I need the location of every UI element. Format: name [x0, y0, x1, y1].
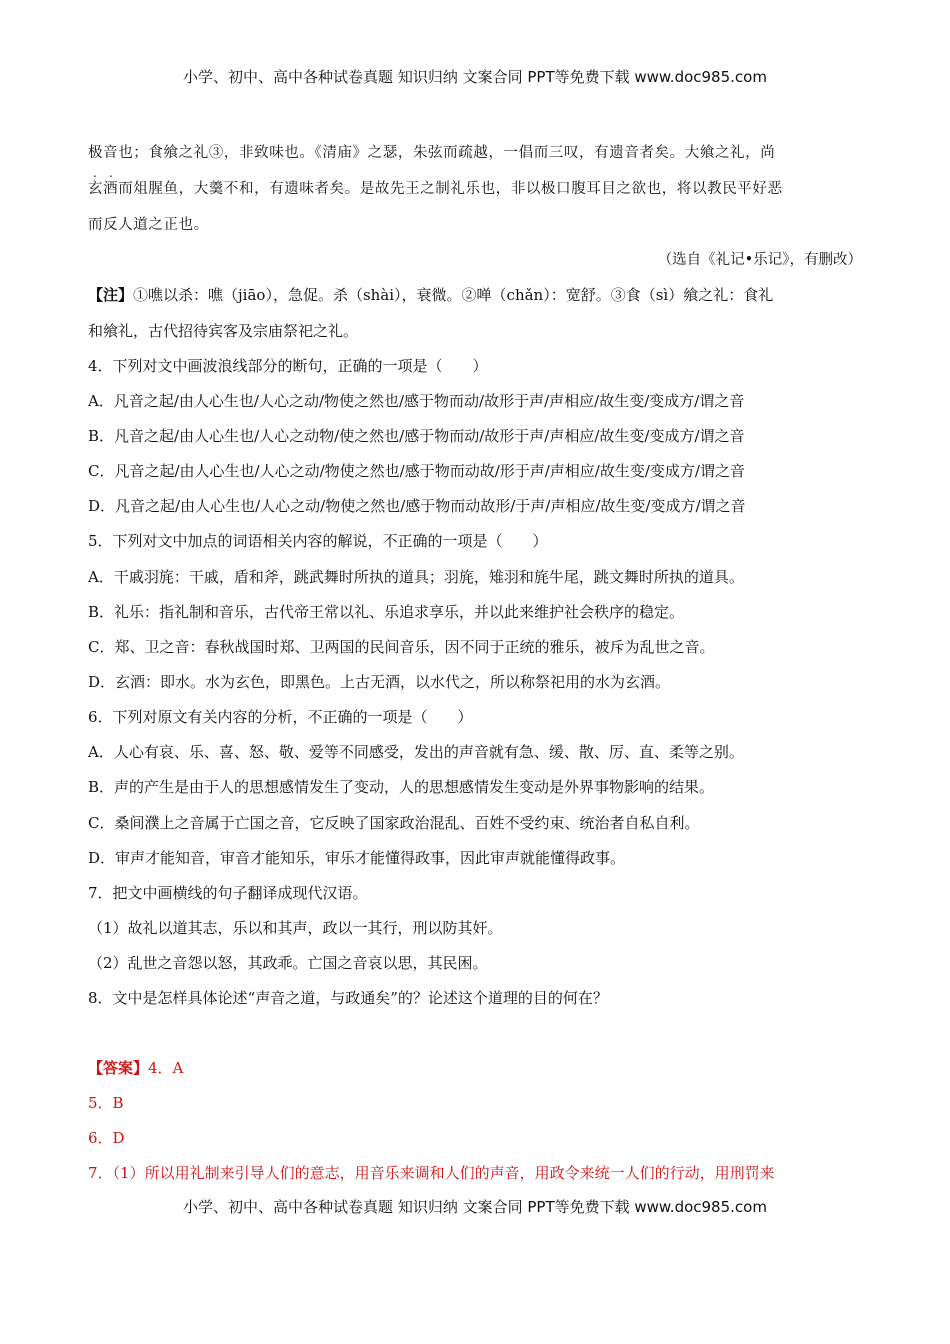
passage-line-2: 玄酒而俎腥鱼，大羹不和，有遗味者矣。是故先王之制礼乐也，非以极口腹耳目之欲也，将以教民平好恶	[88, 181, 783, 197]
question-7-part-2: （2）乱世之音怨以怒，其政乖。亡国之音哀以思，其民困。	[88, 954, 488, 972]
option-6a: A．人心有哀、乐、喜、怒、敬、爱等不同感受，发出的声音就有急、缓、散、厉、直、柔等之别。	[88, 743, 744, 761]
note-line-2: 和飨礼，古代招待宾客及宗庙祭祀之礼。	[88, 322, 359, 340]
option-6b: B．声的产生是由于人的思想感情发生了变动，人的思想感情发生变动是外界事物影响的结果。	[88, 778, 715, 796]
option-4c: C．凡音之起/由人心生也/人心之动/物使之然也/感于物而动故/形于声/声相应/故生变/变成方/谓之音	[88, 462, 745, 480]
answer-6: 6．D	[88, 1129, 125, 1147]
option-4b: B．凡音之起/由人心生也/人心之动物/使之然也/感于物而动/故形于声/声相应/故生变/变成方/谓之音	[88, 427, 745, 445]
option-5b: B．礼乐：指礼制和音乐，古代帝王常以礼、乐追求享乐，并以此来维护社会秩序的稳定。	[88, 603, 685, 621]
option-4a: A．凡音之起/由人心生也/人心之动/物使之然也/感于物而动/故形于声/声相应/故生变/变成方/谓之音	[88, 392, 745, 410]
answer-7: 7．（1）所以用礼制来引导人们的意志，用音乐来调和人们的声音，用政令来统一人们的行动，用刑罚来	[88, 1164, 775, 1182]
question-4: 4．下列对文中画波浪线部分的断句，正确的一项是（ ）	[88, 357, 488, 375]
passage-source: （选自《礼记•乐记》，有删改）	[657, 252, 862, 268]
question-8: 8．文中是怎样具体论述“声音之道，与政通矣”的？论述这个道理的目的何在？	[88, 989, 608, 1007]
question-6: 6．下列对原文有关内容的分析，不正确的一项是（ ）	[88, 708, 473, 726]
note-tag: 【注】	[88, 286, 134, 304]
emphasis-dot: .	[93, 166, 97, 180]
option-5d: D．玄酒：即水。水为玄色，即黑色。上古无酒，以水代之，所以称祭祀用的水为玄酒。	[88, 673, 671, 691]
option-5c: C．郑、卫之音：春秋战国时郑、卫两国的民间音乐，因不同于正统的雅乐，被斥为乱世之音。	[88, 638, 715, 656]
passage-line-1: 极音也；食飨之礼③，非致味也。《清庙》之瑟，朱弦而疏越，一倡而三叹，有遗音者矣。大飨之礼，尚	[88, 145, 776, 161]
option-5a: A．干戚羽旄：干戚，盾和斧，跳武舞时所执的道具；羽旄，雉羽和旄牛尾，跳文舞时所执的道具。	[88, 568, 744, 586]
question-7-part-1: （1）故礼以道其志，乐以和其声，政以一其行，刑以防其奸。	[88, 919, 503, 937]
question-5: 5．下列对文中加点的词语相关内容的解说，不正确的一项是（ ）	[88, 532, 548, 550]
answer-5: 5．B	[88, 1094, 124, 1112]
answer-4-text: 4．A	[148, 1059, 184, 1077]
passage-line-3: 而反人道之正也。	[88, 217, 209, 233]
answer-tag: 【答案】	[88, 1059, 149, 1077]
page-footer: 小学、初中、高中各种试卷真题 知识归纳 文案合同 PPT等免费下载 www.doc985.com	[183, 1198, 767, 1216]
note-line-1	[88, 284, 773, 305]
option-4d: D．凡音之起/由人心生也/人心之动/物使之然也/感于物而动故形/于声/声相应/故生变/变成方/谓之音	[88, 497, 746, 515]
answer-4	[88, 1057, 183, 1078]
emphasis-dot: .	[109, 166, 113, 180]
option-6d: D．审声才能知音，审音才能知乐，审乐才能懂得政事，因此审声就能懂得政事。	[88, 849, 626, 867]
option-6c: C．桑间濮上之音属于亡国之音，它反映了国家政治混乱、百姓不受约束、统治者自私自利。	[88, 814, 700, 832]
note-text-1: ①噍以杀：噍（jiāo），急促。杀（shài），衰微。②啴（chǎn）：宽舒。③食（sì）飨之礼：食礼	[133, 286, 774, 304]
page-header: 小学、初中、高中各种试卷真题 知识归纳 文案合同 PPT等免费下载 www.doc985.com	[183, 68, 767, 86]
question-7: 7．把文中画横线的句子翻译成现代汉语。	[88, 884, 368, 902]
